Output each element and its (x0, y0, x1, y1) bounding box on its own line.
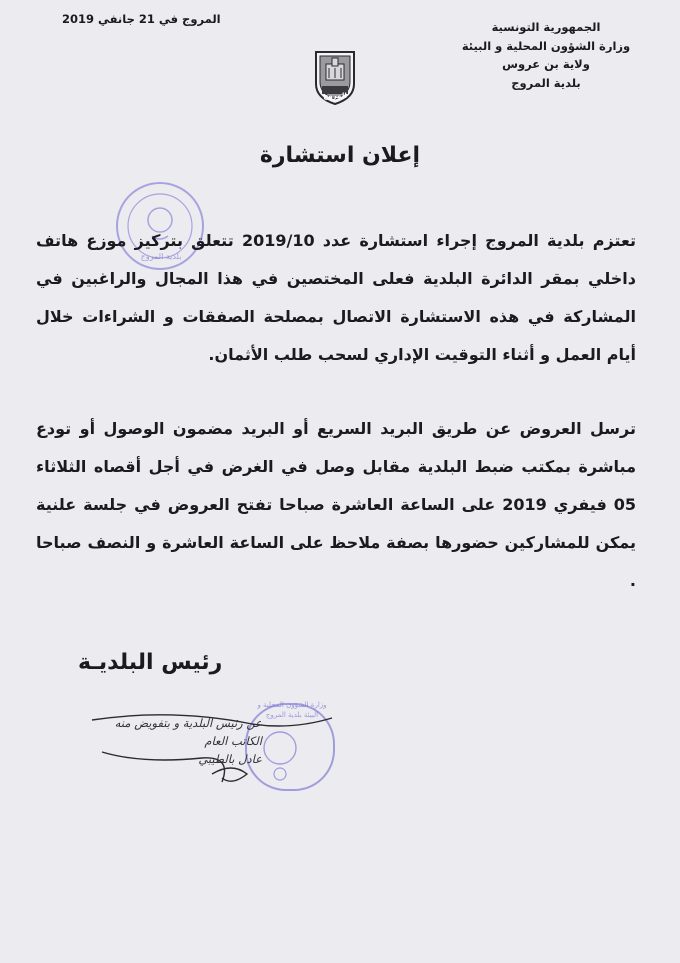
round-stamp-text: بلدية المروج (140, 252, 182, 261)
announcement-paragraph-1: تعتزم بلدية المروج إجراء استشارة عدد 2019/10 تتعلق بتركيز موزع هاتف داخلي بمقر الدائرة البلدية فعلى المختصين في هذا المجال والراغبين في المشاركة في هذه الاستشارة الاتصال بمصلحة الصفقات و الشراءات خلال أيام العمل و أثناء التوقيت الإداري لسحب طلب الأثمان. (36, 231, 637, 364)
letterhead (446, 18, 646, 92)
logo-caption: المروج (323, 92, 347, 100)
seal-text: وزارة الشؤون المحلية و البيئة بلدية المروج (257, 701, 327, 719)
announcement-paragraph-2: ترسل العروض عن طريق البريد السريع أو البريد مضمون الوصول أو تودع مباشرة بمكتب ضبط البلدية مقابل وصل في الغرض في أجل أقصاه الثلاثاء 05 فيفري 2019 على الساعة العاشرة صباحا تفتح العروض في جلسة علنية يمكن للمشاركين حضورها بصفة ملاحظ على الساعة العاشرة و النصف صباحا . (36, 419, 637, 590)
signer-title: رئيس البلديـة (78, 650, 223, 675)
signature-role-line: الكاتب العام (204, 734, 262, 748)
page-title: إعلان استشارة (259, 143, 421, 168)
signature-delegation-line: عن رئيس البلدية و بتفويض منه (114, 716, 262, 730)
document-date: المروج في 21 جانفي 2019 (62, 12, 221, 26)
letterhead-line-municipality: بلدية المروج (511, 75, 581, 90)
signature-name-line: عادل بالطيبي (198, 752, 262, 766)
signature-block (92, 714, 262, 768)
letterhead-line-governorate: ولاية بن عروس (502, 57, 590, 71)
letterhead-line-ministry: وزارة الشؤون المحلية و البيئة (461, 38, 631, 53)
letterhead-line-republic: الجمهورية التونسية (491, 20, 601, 34)
